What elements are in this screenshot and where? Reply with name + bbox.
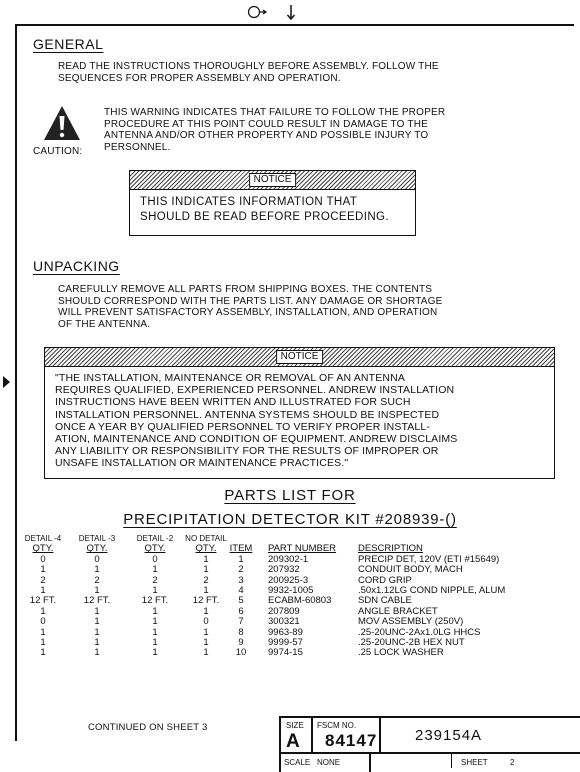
- qty-no-detail: 2: [203, 574, 209, 586]
- item-number: 10: [235, 647, 247, 659]
- col-detail-4: DETAIL -4: [24, 534, 62, 543]
- part-number: 9932-1005: [268, 585, 314, 597]
- qty-detail-2: 1: [152, 647, 158, 659]
- qty-detail-3: 1: [94, 626, 100, 638]
- part-description: PRECIP DET, 120V (ETI #15649): [358, 553, 500, 565]
- part-description: MOV ASSEMBLY (250V): [358, 616, 464, 628]
- qty-no-detail: 1: [203, 647, 209, 659]
- table-row: [18, 648, 530, 658]
- qty-detail-2: 0: [152, 553, 158, 565]
- qty-detail-3: 1: [94, 564, 100, 576]
- part-number: 9963-89: [268, 626, 303, 638]
- col-qty: QTY.: [86, 543, 108, 555]
- qty-detail-3: 1: [94, 605, 100, 617]
- qty-no-detail: 1: [203, 605, 209, 617]
- item-number: 7: [238, 616, 244, 628]
- sheet-label: SHEET: [461, 758, 488, 767]
- qty-detail-2: 1: [152, 605, 158, 617]
- caution-triangle-icon: [42, 104, 82, 142]
- caution-text: THIS WARNING INDICATES THAT FAILURE TO FOLLOW THE PROPER PROCEDURE AT THIS POINT COULD RESULT IN DAMAGE TO THE ANTENNA AND/OR OTHER PROPERTY AND POSSIBLE INJURY TO PERSONNEL.: [104, 107, 446, 153]
- part-description: CONDUIT BODY, MACH: [358, 564, 463, 576]
- title-block: [279, 716, 580, 772]
- part-number: 9999-57: [268, 637, 303, 649]
- qty-detail-2: 12 FT.: [141, 595, 169, 607]
- sheet-value: 2: [510, 758, 515, 767]
- notice-band: [45, 348, 554, 367]
- qty-detail-3: 0: [94, 553, 100, 565]
- col-qty: QTY.: [195, 543, 217, 555]
- part-description: CORD GRIP: [358, 574, 412, 586]
- notice-box-general: [129, 170, 416, 236]
- drawing-number: 239154A: [415, 727, 483, 744]
- unpacking-heading: UNPACKING: [33, 258, 120, 274]
- scale-value: NONE: [317, 758, 341, 767]
- qty-no-detail: 1: [203, 637, 209, 649]
- notice-label: NOTICE: [249, 173, 297, 187]
- col-item: ITEM: [229, 543, 253, 555]
- qty-detail-2: 2: [152, 574, 158, 586]
- part-number: 300321: [268, 616, 300, 628]
- qty-no-detail: 1: [203, 626, 209, 638]
- col-no-detail: NO DETAIL: [185, 534, 227, 543]
- size-value: A: [286, 731, 300, 752]
- qty-no-detail: 0: [203, 616, 209, 628]
- fscm-value: 84147: [325, 731, 378, 750]
- qty-detail-4: 1: [40, 605, 46, 617]
- general-intro-text: READ THE INSTRUCTIONS THOROUGHLY BEFORE ASSEMBLY. FOLLOW THE SEQUENCES FOR PROPER ASSEMBLY AND OPERATION.: [58, 61, 439, 84]
- qty-detail-4: 0: [40, 616, 46, 628]
- qty-detail-3: 12 FT.: [83, 595, 111, 607]
- part-number: ECABM-60803: [268, 595, 332, 607]
- continued-note: CONTINUED ON SHEET 3: [88, 722, 208, 733]
- part-number: 207932: [268, 564, 300, 576]
- qty-detail-4: 1: [40, 626, 46, 638]
- qty-detail-4: 1: [40, 647, 46, 659]
- part-description: .25-20UNC-2B HEX NUT: [358, 637, 465, 649]
- qty-detail-3: 1: [94, 616, 100, 628]
- col-part-number: PART NUMBER: [267, 543, 337, 555]
- unpacking-text: CAREFULLY REMOVE ALL PARTS FROM SHIPPING BOXES. THE CONTENTS SHOULD CORRESPOND WITH THE PARTS LIST. ANY DAMAGE OR SHORTAGE WILL PREVENT SATISFACTORY ASSEMBLY, INSTALLATION, AND OPERATION OF THE ANTENNA.: [58, 284, 443, 330]
- qty-detail-2: 1: [152, 616, 158, 628]
- part-description: SDN CABLE: [358, 595, 412, 607]
- qty-detail-4: 1: [40, 564, 46, 576]
- parts-table: [18, 534, 530, 659]
- part-number: 200925-3: [268, 574, 309, 586]
- notice-text-general: THIS INDICATES INFORMATION THAT SHOULD BE READ BEFORE PROCEEDING.: [140, 196, 389, 223]
- part-description: .25-20UNC-2Ax1.0LG HHCS: [358, 626, 481, 638]
- qty-detail-4: 2: [40, 574, 46, 586]
- parts-list-title: PARTS LIST FOR: [224, 487, 356, 504]
- scale-label: SCALE: [284, 758, 311, 767]
- col-detail-2: DETAIL -2: [136, 534, 174, 543]
- item-number: 4: [238, 585, 244, 597]
- qty-detail-3: 1: [94, 647, 100, 659]
- size-label: SIZE: [286, 721, 304, 730]
- parts-list-subtitle: PRECIPITATION DETECTOR KIT #208939-(): [123, 511, 457, 528]
- qty-detail-2: 1: [152, 564, 158, 576]
- item-number: 2: [238, 564, 244, 576]
- general-heading: GENERAL: [33, 36, 104, 52]
- qty-detail-4: 0: [40, 553, 46, 565]
- item-number: 8: [238, 626, 244, 638]
- qty-no-detail: 1: [203, 585, 209, 597]
- notice-label: NOTICE: [276, 350, 324, 364]
- qty-detail-2: 1: [152, 626, 158, 638]
- qty-detail-4: 1: [40, 585, 46, 597]
- col-detail-3: DETAIL -3: [78, 534, 116, 543]
- item-number: 6: [238, 605, 244, 617]
- notice-band: [130, 171, 415, 190]
- qty-detail-3: 1: [94, 637, 100, 649]
- part-description: ANGLE BRACKET: [358, 605, 438, 617]
- qty-no-detail: 1: [203, 564, 209, 576]
- fscm-label: FSCM NO.: [317, 721, 357, 730]
- notice-box-unpacking: [44, 347, 555, 479]
- qty-no-detail: 1: [203, 553, 209, 565]
- part-description: .25 LOCK WASHER: [358, 647, 444, 659]
- qty-detail-2: 1: [152, 585, 158, 597]
- part-number: 209302-1: [268, 553, 309, 565]
- margin-marker-icon: [3, 376, 11, 388]
- col-description: DESCRIPTION: [358, 543, 423, 555]
- item-number: 5: [238, 595, 244, 607]
- caution-label: CAUTION:: [33, 146, 83, 157]
- col-qty: QTY.: [32, 543, 54, 555]
- notice-text-unpacking: "THE INSTALLATION, MAINTENANCE OR REMOVAL OF AN ANTENNA REQUIRES QUALIFIED, EXPERIENCED PERSONNEL. ANDREW INSTALLATION INSTRUCTIONS HAVE BEEN WRITTEN AND ILLUSTRATED FOR SUCH INSTALLATION PERSONNEL. ANTENNA SYSTEMS SHOULD BE INSPECTED ONCE A YEAR BY QUALIFIED PERSONNEL TO VERIFY PROPER INSTALL- ATION, MAINTENANCE AND CONDITION OF EQUIPMENT. ANDREW DISCLAIMS ANY LIABILITY OR RESPONSIBILITY FOR THE RESULTS OF IMPROPER OR UNSAFE INSTALLATION OR MAINTENANCE PRACTICES.": [55, 372, 458, 470]
- col-qty: QTY.: [144, 543, 166, 555]
- part-number: 207809: [268, 605, 300, 617]
- item-number: 3: [238, 574, 244, 586]
- qty-detail-2: 1: [152, 637, 158, 649]
- orientation-mark-icon: [244, 2, 304, 24]
- item-number: 9: [238, 637, 244, 649]
- part-description: .50x1.12LG COND NIPPLE, ALUM: [358, 585, 506, 597]
- part-number: 9974-15: [268, 647, 303, 659]
- qty-detail-4: 12 FT.: [29, 595, 57, 607]
- qty-no-detail: 12 FT.: [192, 595, 220, 607]
- qty-detail-3: 2: [94, 574, 100, 586]
- item-number: 1: [238, 553, 244, 565]
- qty-detail-3: 1: [94, 585, 100, 597]
- qty-detail-4: 1: [40, 637, 46, 649]
